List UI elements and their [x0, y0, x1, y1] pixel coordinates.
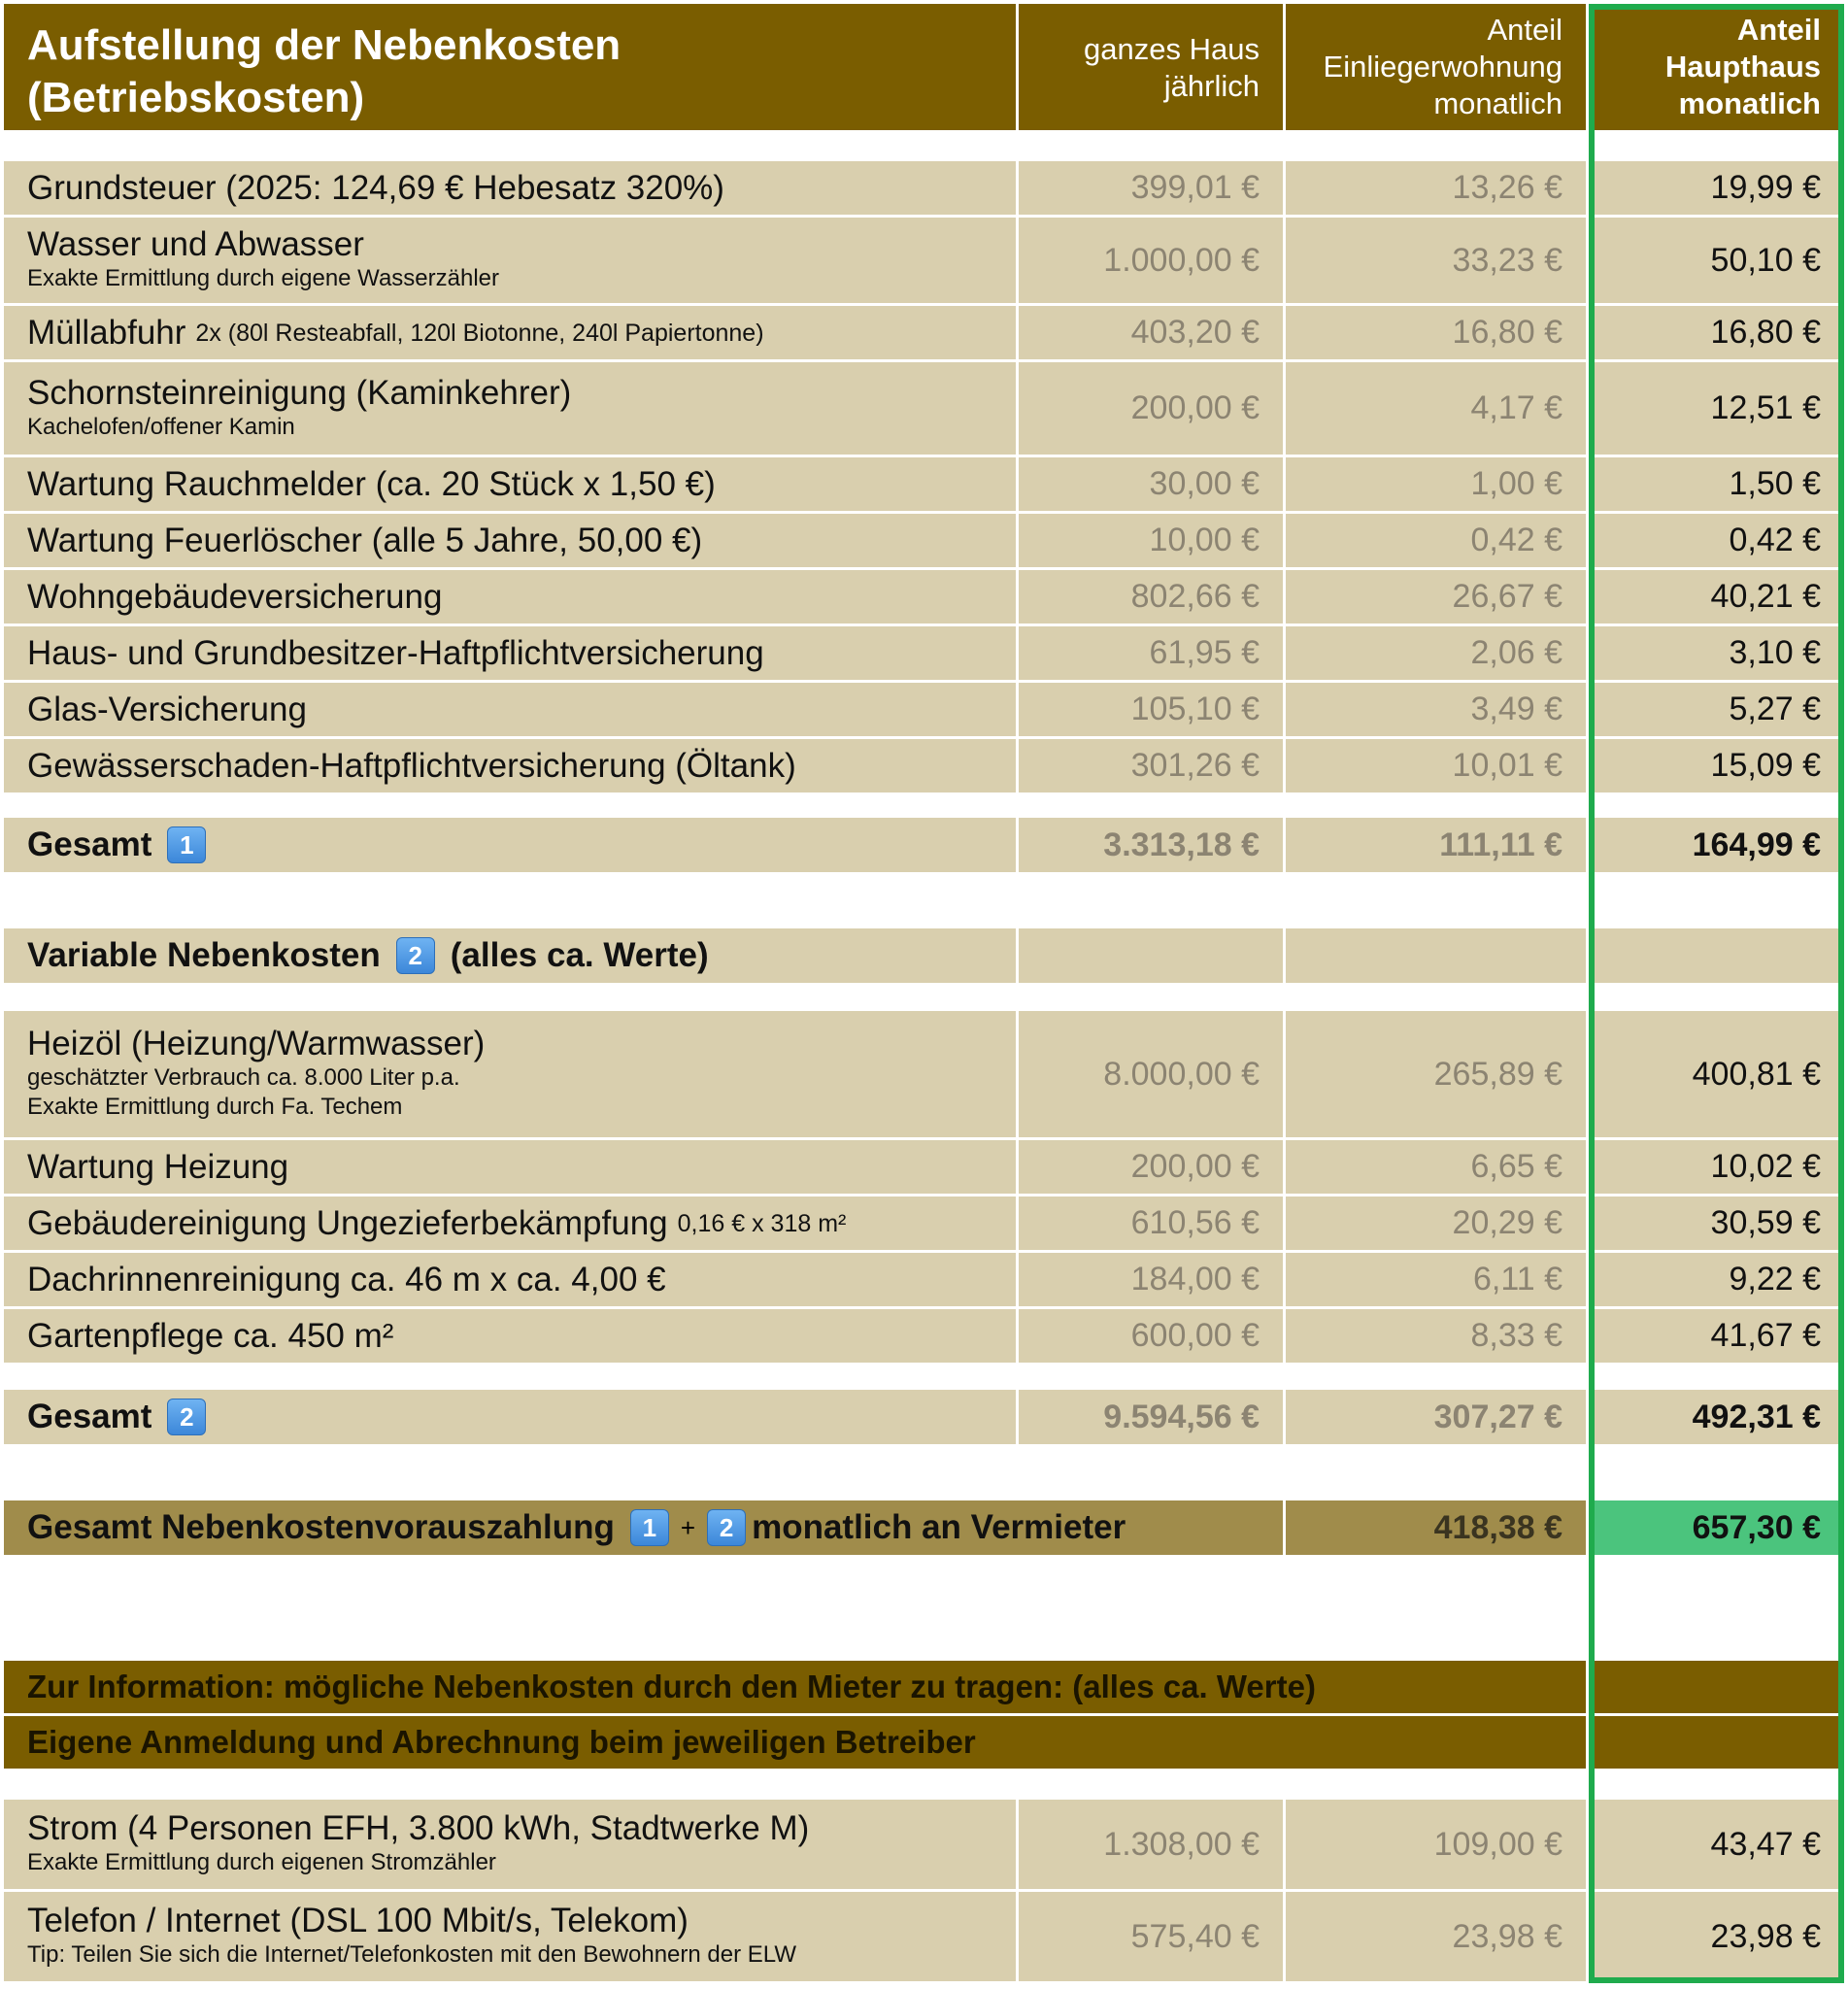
- header-title-cell: [4, 4, 1016, 130]
- cell-elw: 23,98 €: [1286, 1892, 1586, 1981]
- total-row-label: Gesamt 1: [4, 818, 1016, 872]
- cell-elw: 13,26 €: [1286, 161, 1586, 215]
- section-heading-empty: [1019, 928, 1283, 983]
- cell-elw: 10,01 €: [1286, 739, 1586, 792]
- table-row-label: Gewässerschaden-Haftpflichtversicherung (Öltank): [4, 739, 1016, 792]
- cell-main: 41,67 €: [1589, 1309, 1844, 1363]
- cell-elw: 0,42 €: [1286, 514, 1586, 567]
- badge-2-icon: 2: [707, 1509, 746, 1546]
- cell-main: 400,81 €: [1589, 1011, 1844, 1137]
- cell-main: 9,22 €: [1589, 1253, 1844, 1306]
- cell-main: 16,80 €: [1589, 306, 1844, 359]
- table-row-label: Wartung Heizung: [4, 1140, 1016, 1194]
- total-main: 164,99 €: [1589, 818, 1844, 872]
- header-col-elw: Anteil Einliegerwohnung monatlich: [1286, 4, 1586, 130]
- cell-elw: 4,17 €: [1286, 362, 1586, 455]
- total-yearly: 9.594,56 €: [1019, 1390, 1283, 1444]
- table-row-label: Wohngebäudeversicherung: [4, 570, 1016, 624]
- info-banner-line1: Zur Information: mögliche Nebenkosten durch den Mieter zu tragen: (alles ca. Werte): [4, 1661, 1586, 1713]
- cell-elw: 33,23 €: [1286, 218, 1586, 303]
- table-row-label: Grundsteuer (2025: 124,69 € Hebesatz 320%): [4, 161, 1016, 215]
- cell-yearly: 61,95 €: [1019, 626, 1283, 680]
- cell-elw: 16,80 €: [1286, 306, 1586, 359]
- section-heading: Variable Nebenkosten 2 (alles ca. Werte): [4, 928, 1016, 983]
- cell-main: 50,10 €: [1589, 218, 1844, 303]
- table-row-label: Telefon / Internet (DSL 100 Mbit/s, Telekom) Tip: Teilen Sie sich die Internet/Telefonkosten mit den Bewohnern der ELW: [4, 1892, 1016, 1981]
- cell-elw: 6,65 €: [1286, 1140, 1586, 1194]
- info-banner-line2: Eigene Anmeldung und Abrechnung beim jeweiligen Betreiber: [4, 1716, 1586, 1769]
- cell-elw: 6,11 €: [1286, 1253, 1586, 1306]
- grand-total-elw: 418,38 €: [1286, 1500, 1586, 1555]
- total-elw: 111,11 €: [1286, 818, 1586, 872]
- total-elw: 307,27 €: [1286, 1390, 1586, 1444]
- cell-main: 5,27 €: [1589, 683, 1844, 736]
- cell-yearly: 301,26 €: [1019, 739, 1283, 792]
- total-row-label: Gesamt 2: [4, 1390, 1016, 1444]
- table-row-label: Wasser und Abwasser Exakte Ermittlung durch eigene Wasserzähler: [4, 218, 1016, 303]
- cell-elw: 265,89 €: [1286, 1011, 1586, 1137]
- table-row-label: Schornsteinreinigung (Kaminkehrer) Kachelofen/offener Kamin: [4, 362, 1016, 455]
- cell-yearly: 1.000,00 €: [1019, 218, 1283, 303]
- cell-main: 30,59 €: [1589, 1197, 1844, 1250]
- cell-yearly: 30,00 €: [1019, 457, 1283, 511]
- cell-yearly: 184,00 €: [1019, 1253, 1283, 1306]
- cell-main: 19,99 €: [1589, 161, 1844, 215]
- badge-1-icon: 1: [630, 1509, 669, 1546]
- cell-elw: 26,67 €: [1286, 570, 1586, 624]
- cell-elw: 109,00 €: [1286, 1800, 1586, 1889]
- cell-elw: 3,49 €: [1286, 683, 1586, 736]
- table-row-label: Wartung Rauchmelder (ca. 20 Stück x 1,50 €): [4, 457, 1016, 511]
- table-row-label: Glas-Versicherung: [4, 683, 1016, 736]
- table-row-label: Wartung Feuerlöscher (alle 5 Jahre, 50,00 €): [4, 514, 1016, 567]
- cell-main: 0,42 €: [1589, 514, 1844, 567]
- table-row-label: Dachrinnenreinigung ca. 46 m x ca. 4,00 €: [4, 1253, 1016, 1306]
- grand-total-main: 657,30 €: [1589, 1500, 1844, 1555]
- cell-yearly: 802,66 €: [1019, 570, 1283, 624]
- badge-1-icon: 1: [167, 826, 206, 863]
- cell-yearly: 8.000,00 €: [1019, 1011, 1283, 1137]
- cell-main: 40,21 €: [1589, 570, 1844, 624]
- table-row-label: Gartenpflege ca. 450 m²: [4, 1309, 1016, 1363]
- grand-total-label: Gesamt Nebenkostenvorauszahlung 1 + 2 monatlich an Vermieter: [4, 1500, 1283, 1555]
- cell-yearly: 200,00 €: [1019, 362, 1283, 455]
- cell-yearly: 610,56 €: [1019, 1197, 1283, 1250]
- cell-yearly: 600,00 €: [1019, 1309, 1283, 1363]
- info-banner-empty: [1589, 1661, 1844, 1713]
- cell-main: 10,02 €: [1589, 1140, 1844, 1194]
- total-main: 492,31 €: [1589, 1390, 1844, 1444]
- cell-elw: 20,29 €: [1286, 1197, 1586, 1250]
- table-row-label: Haus- und Grundbesitzer-Haftpflichtversicherung: [4, 626, 1016, 680]
- section-heading-empty: [1286, 928, 1586, 983]
- section-heading-empty: [1589, 928, 1844, 983]
- cell-main: 1,50 €: [1589, 457, 1844, 511]
- cell-elw: 8,33 €: [1286, 1309, 1586, 1363]
- table-row-label: Müllabfuhr 2x (80l Resteabfall, 120l Biotonne, 240l Papiertonne): [4, 306, 1016, 359]
- cell-yearly: 399,01 €: [1019, 161, 1283, 215]
- table-row-label: Gebäudereinigung Ungezieferbekämpfung 0,16 € x 318 m²: [4, 1197, 1016, 1250]
- page-title: Aufstellung der Nebenkosten (Betriebskosten): [27, 21, 622, 121]
- cell-yearly: 10,00 €: [1019, 514, 1283, 567]
- cell-yearly: 403,20 €: [1019, 306, 1283, 359]
- cell-elw: 1,00 €: [1286, 457, 1586, 511]
- cell-main: 12,51 €: [1589, 362, 1844, 455]
- badge-2-icon: 2: [396, 937, 435, 974]
- cell-elw: 2,06 €: [1286, 626, 1586, 680]
- cell-main: 23,98 €: [1589, 1892, 1844, 1981]
- table-row-label: Strom (4 Personen EFH, 3.800 kWh, Stadtwerke M) Exakte Ermittlung durch eigenen Stromzähler: [4, 1800, 1016, 1889]
- total-yearly: 3.313,18 €: [1019, 818, 1283, 872]
- info-banner-empty: [1589, 1716, 1844, 1769]
- cell-main: 15,09 €: [1589, 739, 1844, 792]
- header-col-yearly: ganzes Haus jährlich: [1019, 4, 1283, 130]
- cell-yearly: 575,40 €: [1019, 1892, 1283, 1981]
- cell-yearly: 105,10 €: [1019, 683, 1283, 736]
- cell-main: 43,47 €: [1589, 1800, 1844, 1889]
- cell-yearly: 200,00 €: [1019, 1140, 1283, 1194]
- cell-main: 3,10 €: [1589, 626, 1844, 680]
- cell-yearly: 1.308,00 €: [1019, 1800, 1283, 1889]
- table-row-label: Heizöl (Heizung/Warmwasser) geschätzter Verbrauch ca. 8.000 Liter p.a. Exakte Ermittlung durch Fa. Techem: [4, 1011, 1016, 1137]
- badge-2-icon: 2: [167, 1399, 206, 1435]
- header-col-main: Anteil Haupthaus monatlich: [1589, 4, 1844, 130]
